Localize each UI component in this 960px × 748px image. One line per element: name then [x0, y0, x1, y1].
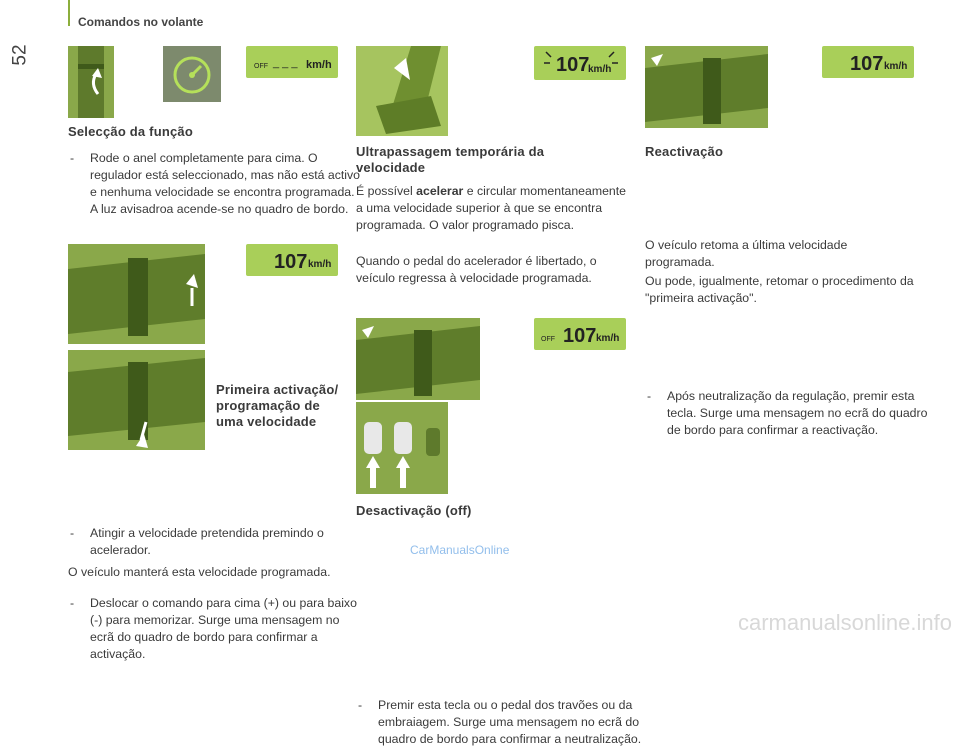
stalk-minus-image	[68, 350, 205, 450]
first-activation-bullet-2: - Deslocar o comando para cima (+) ou para baixo (-) para memorizar. Surge uma mensagem no ecrã do quadro de bordo para confirmar a activação.	[68, 595, 362, 663]
first-activation-note: O veículo manterá esta velocidade programada.	[68, 565, 331, 579]
display-speed-107-b	[822, 46, 914, 78]
display-speed-blinking	[534, 46, 626, 80]
stalk-off-button-image	[356, 318, 480, 400]
deactivation-bullet: - Premir esta tecla ou o pedal dos travões ou da embraiagem. Surge uma mensagem no ecrã do quadro de bordo para confirmar a neutralização.	[356, 697, 648, 748]
page-number: 52	[9, 44, 31, 66]
selection-title: Selecção da função	[68, 124, 193, 139]
reactivation-bullet: - Após neutralização da regulação, premir esta tecla. Surge uma mensagem no ecrã do quadro de bordo para confirmar a reactivação.	[645, 388, 937, 439]
section-header: Comandos no volante	[78, 15, 204, 29]
overtaking-accelerate-bold: acelerar	[416, 184, 464, 198]
reactivation-paragraph-2: Ou pode, igualmente, retomar o procedimento da "primeira activação".	[645, 274, 914, 305]
first-activation-bullet-1: - Atingir a velocidade pretendida premindo o acelerador.	[68, 525, 362, 559]
reactivation-paragraph-1: O veículo retoma a última velocidade programada.	[645, 238, 848, 269]
first-activation-title: Primeira activação/ programação de uma velocidade	[216, 382, 339, 429]
overtaking-title: Ultrapassagem temporária da velocidade	[356, 144, 545, 175]
display-off-dashes	[246, 46, 338, 78]
lcd-unit: km/h	[306, 59, 332, 71]
sidebar-accent-line	[68, 0, 70, 26]
overtaking-paragraph-1: É possível acelerar e circular momentaneamente a uma velocidade superior à que se encontra programada. O valor programado pisca.	[356, 184, 627, 232]
cruise-warning-light-image	[163, 46, 221, 102]
lcd-unit: km/h	[308, 259, 332, 270]
lcd-speed: 107	[850, 53, 884, 75]
carmanuals-overlay-link[interactable]: CarManualsOnline	[410, 543, 510, 557]
stalk-ring-up-image	[68, 46, 114, 118]
lcd-speed: 107	[563, 325, 597, 347]
display-speed-107-a	[246, 244, 338, 276]
lcd-unit: km/h	[596, 333, 620, 344]
lcd-speed: 107	[556, 54, 590, 76]
deactivation-title: Desactivação (off)	[356, 503, 472, 518]
display-off-107	[534, 318, 626, 350]
site-watermark: carmanualsonline.info	[737, 610, 952, 635]
lcd-speed: 107	[274, 251, 308, 273]
stalk-plus-image	[68, 244, 205, 344]
overtaking-paragraph-2: Quando o pedal do acelerador é libertado, o veículo regressa à velocidade programada.	[356, 254, 597, 285]
lcd-unit: km/h	[884, 61, 908, 72]
lcd-unit: km/h	[588, 64, 612, 75]
accelerator-pedal-image	[356, 46, 448, 136]
lcd-dashes: _ _ _	[273, 57, 298, 69]
reactivation-title: Reactivação	[645, 144, 724, 159]
selection-bullet: - Rode o anel completamente para cima. O regulador está seleccionado, mas não está activo e nenhuma velocidade se encontra programada. A luz avisadroa acende-se no quadro de bordo.	[68, 150, 362, 218]
brake-clutch-pedals-image	[356, 402, 448, 494]
stalk-resume-image	[645, 46, 768, 128]
lcd-off-label: OFF	[254, 63, 268, 70]
lcd-off-label: OFF	[541, 336, 555, 343]
